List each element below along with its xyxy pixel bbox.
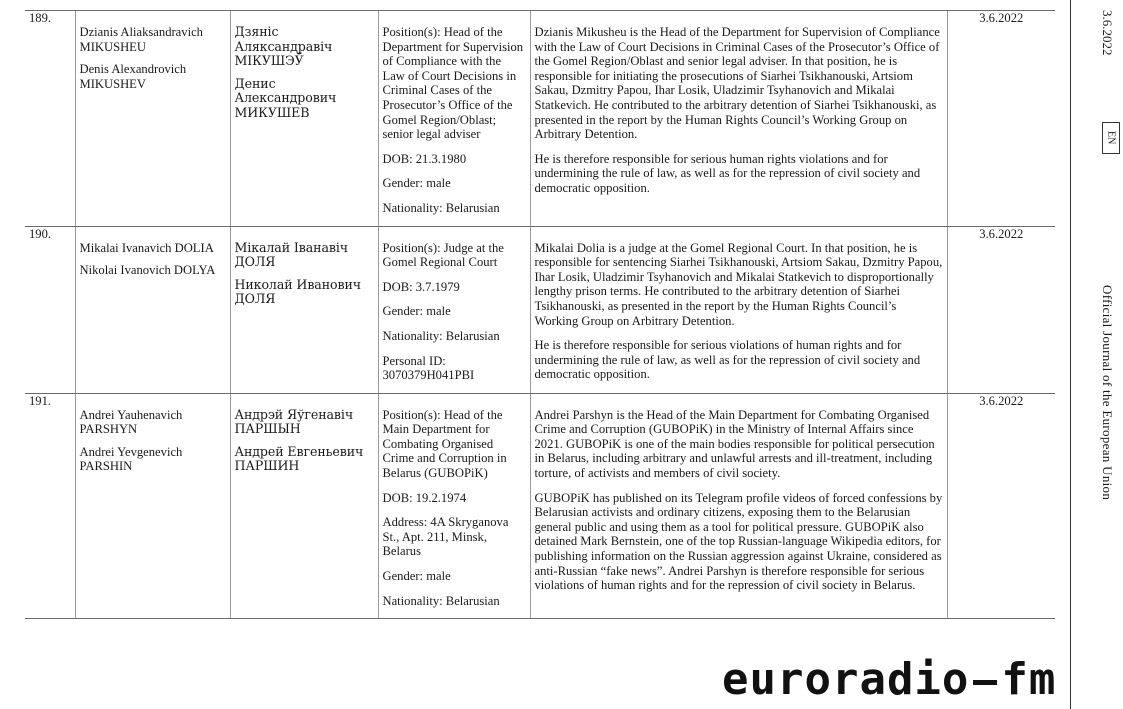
watermark-left: euroradio (722, 654, 970, 705)
language-code: EN (1105, 131, 1117, 145)
language-badge (1102, 122, 1120, 154)
identifying-info: Nationality: Belarusian (382, 593, 500, 608)
names-latin-cell (75, 393, 230, 619)
name-cyrillic: Дзяніс Аляксандравіч МІКУШЭЎ (234, 24, 333, 69)
row-number: 190. (25, 226, 75, 393)
table-row (25, 393, 1055, 619)
table-row (25, 226, 1055, 393)
listing-date: 3.6.2022 (947, 226, 1055, 393)
identifying-info: Nationality: Belarusian (382, 200, 500, 215)
identifying-info-cell (378, 393, 530, 619)
reason-paragraph: Andrei Parshyn is the Head of the Main Department for Combating Organised Crime and Corruption (GUBOPiK) in the Ministry of Internal Affairs since 2021. GUBOPiK is one of the main bodies responsible for political persecution in Belarus, including arbitrary and unlawful arrests and ill-treatment, including torture, of activists and members of civil society. (534, 407, 935, 481)
euroradio-watermark (722, 654, 1057, 705)
identifying-info: Gender: male (382, 569, 451, 584)
listing-date: 3.6.2022 (947, 393, 1055, 619)
identifying-info: Nationality: Belarusian (382, 328, 500, 343)
reasons-cell (530, 11, 947, 227)
identifying-info-cell (378, 11, 530, 227)
names-latin-cell (75, 226, 230, 393)
names-cyrillic-cell (230, 226, 378, 393)
watermark-right: fm (1001, 654, 1057, 705)
name-latin: Andrei Yauhenavich PARSHYN (79, 407, 183, 437)
journal-title: Official Journal of the European Union (1100, 285, 1115, 501)
identifying-info: Gender: male (382, 304, 451, 319)
name-latin: Andrei Yevgenevich PARSHIN (79, 444, 183, 474)
table-row (25, 11, 1055, 227)
name-cyrillic: Андрей Евгеньевич ПАРШИН (234, 443, 364, 474)
document-page (25, 10, 1055, 619)
identifying-info: Position(s): Judge at the Gomel Regional Court (382, 240, 504, 270)
name-latin: Nikolai Ivanovich DOLYA (79, 263, 216, 278)
listing-date: 3.6.2022 (947, 11, 1055, 227)
reason-paragraph: Mikalai Dolia is a judge at the Gomel Regional Court. In that position, he is responsible for sentencing Siarhei Tsikhanouski, Artsiom Sakau, Dzmitry Papou, Ihar Losik, Uladzimir Tsyhanovich and Mikalai Statkevich to disproportionally lengthy prison terms. He contributed to the arbitrary detention of Siarhei Tsikhanouski, as presented in the report by the Human Rights Council’s Working Group on Arbitrary Detention. (534, 240, 943, 328)
identifying-info: Position(s): Head of the Main Department for Combating Organised Crime and Corruption in Belarus (GUBOPiK) (382, 407, 507, 481)
identifying-info: DOB: 21.3.1980 (382, 151, 467, 166)
sanctions-table (25, 10, 1055, 619)
names-cyrillic-cell (230, 393, 378, 619)
reason-paragraph: Dzianis Mikusheu is the Head of the Department for Supervision of Compliance with the Law of Court Decisions in Criminal Cases of the Prosecutor’s Office of the Gomel Region/Oblast and senior legal adviser. In that position, he is responsible for initiating the prosecutions of Siarhei Tsikhanouski, Artsiom Sakau, Dzmitry Papou, Ihar Losik, Uladzimir Tsyhanovich and Mikalai Statkevich. He contributed to the arbitrary detention of Siarhei Tsikhanouski, as presented in the report by the Human Rights Council’s Working Group on Arbitrary Detention. (534, 25, 940, 142)
identifying-info: DOB: 3.7.1979 (382, 279, 460, 294)
identifying-info: Gender: male (382, 176, 451, 191)
identifying-info-cell (378, 226, 530, 393)
identifying-info: Address: 4A Skryganova St., Apt. 211, Minsk, Belarus (382, 515, 509, 559)
name-latin: Denis Alexandrovich MIKUSHEV (79, 62, 187, 91)
row-number: 191. (25, 393, 75, 619)
identifying-info: Personal ID: 3070379H041PBI (382, 353, 475, 383)
name-latin: Mikalai Ivanavich DOLIA (79, 240, 214, 255)
name-cyrillic: Мікалай Іванавіч ДОЛЯ (234, 239, 349, 270)
row-number: 189. (25, 11, 75, 227)
reason-paragraph: GUBOPiK has published on its Telegram profile videos of forced confessions by Belarusian activists and ordinary citizens, exposing them to the Belarusian general public and using them as a tool for political pressure. GUBOPiK also detained Mark Bernstein, one of the top Russian-language Wikipedia editors, for publishing information on the Russian aggression against Ukraine, considered as anti-Russian “fake news”. Andrei Parshyn is therefore responsible for serious violations of human rights and for the repression of civil society in Belarus. (534, 490, 943, 593)
name-cyrillic: Денис Александрович МИКУШЕВ (234, 75, 337, 120)
identifying-info: Position(s): Head of the Department for Supervision of Compliance with the Law of Court Decisions in Criminal Cases of the Prosecutor’s Office of the Gomel Region/Oblast; senior legal adviser (382, 25, 524, 142)
reason-paragraph: He is therefore responsible for serious human rights violations and for undermining the rule of law, as well as for the repression of civil society and democratic opposition. (534, 151, 921, 195)
watermark-dash (973, 680, 997, 685)
identifying-info: DOB: 19.2.1974 (382, 490, 467, 505)
reasons-cell (530, 226, 947, 393)
reasons-cell (530, 393, 947, 619)
name-cyrillic: Николай Иванович ДОЛЯ (234, 276, 362, 307)
names-cyrillic-cell (230, 11, 378, 227)
names-latin-cell (75, 11, 230, 227)
name-latin: Dzianis Aliaksandravich MIKUSHEU (79, 25, 203, 54)
side-date: 3.6.2022 (1100, 10, 1115, 56)
reason-paragraph: He is therefore responsible for serious violations of human rights and for undermining the rule of law, as well as for the repression of civil society and democratic opposition. (534, 338, 921, 382)
name-cyrillic: Андрэй Яўгенавіч ПАРШЫН (234, 406, 354, 437)
side-margin (1070, 0, 1123, 709)
